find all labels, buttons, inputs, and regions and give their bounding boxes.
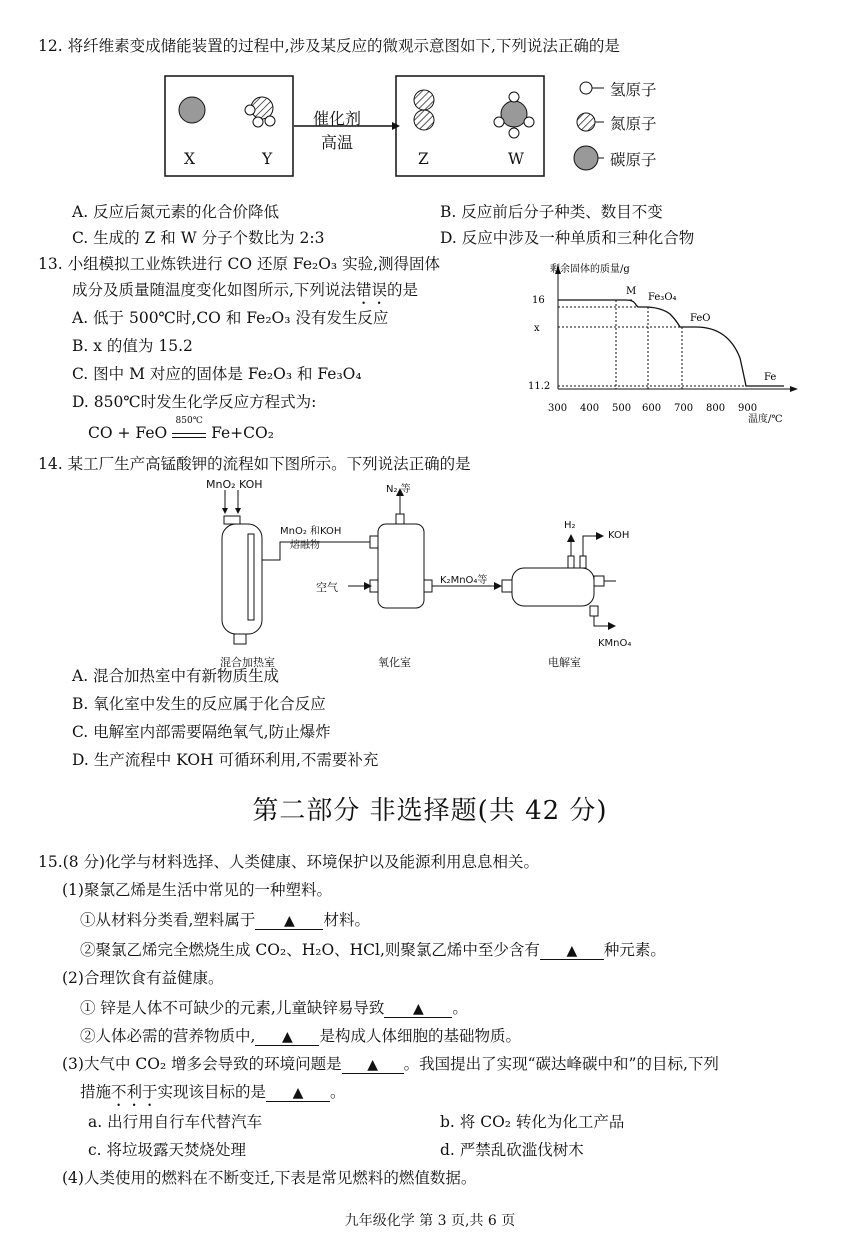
- electrolysis-vessel: [502, 556, 604, 616]
- answer-blank[interactable]: ▲: [540, 941, 604, 960]
- mass-curve: [558, 300, 784, 386]
- q14-air-label: 空气: [316, 581, 338, 594]
- q13-option-c: C. 图中 M 对应的固体是 Fe₂O₃ 和 Fe₃O₄: [72, 365, 362, 383]
- answer-blank[interactable]: ▲: [255, 1027, 319, 1046]
- q15-part3: (3)大气中 CO₂ 增多会导致的环境问题是 ▲ 。我国提出了实现“碳达峰碳中和”的目标,下列: [62, 1055, 719, 1073]
- q12-option-a: A. 反应后氮元素的化合价降低: [72, 203, 280, 221]
- q15-choice-c: c. 将垃圾露天焚烧处理: [88, 1141, 247, 1159]
- svg-text:800: 800: [706, 403, 726, 414]
- q13-option-b: B. x 的值为 15.2: [72, 337, 193, 355]
- q14-option-a: A. 混合加热室中有新物质生成: [72, 667, 280, 685]
- q14-room2-label: 氧化室: [378, 656, 411, 669]
- svg-text:600: 600: [642, 403, 662, 414]
- q13-option-d: D. 850℃时发生化学反应方程式为:: [72, 393, 317, 411]
- answer-blank[interactable]: ▲: [384, 999, 452, 1018]
- label-x: X: [184, 150, 196, 168]
- svg-text:300: 300: [548, 403, 568, 414]
- legend-hydrogen-label: 氢原子: [610, 81, 657, 99]
- q12-stem: 12. 将纤维素变成储能装置的过程中,涉及某反应的微观示意图如下,下列说法正确的是: [38, 37, 620, 55]
- q14-melt-label-top: MnO₂ 和KOH: [280, 526, 342, 537]
- answer-blank[interactable]: ▲: [255, 911, 323, 930]
- legend-nitrogen-label: 氮原子: [610, 115, 657, 133]
- arrow-high-temp: 高温: [321, 133, 354, 152]
- answer-blank[interactable]: ▲: [266, 1083, 330, 1102]
- y-molecule: [245, 97, 275, 127]
- q13-option-a: A. 低于 500℃时,CO 和 Fe₂O₃ 没有发生反应: [72, 309, 389, 327]
- q15-part1: (1)聚氯乙烯是生活中常见的一种塑料。: [62, 881, 332, 899]
- svg-text:500: 500: [612, 403, 632, 414]
- q12-option-c: C. 生成的 Z 和 W 分子个数比为 2:3: [72, 229, 325, 247]
- mixing-heating-vessel: [222, 490, 262, 644]
- q13-stem-line1: 13. 小组模拟工业炼铁进行 CO 还原 Fe₂O₃ 实验,测得固体: [38, 255, 440, 273]
- arrow-catalyst: 催化剂: [313, 109, 362, 128]
- q14-process-flow-diagram: [200, 476, 670, 656]
- q13-equation: CO + FeO 850℃ Fe+CO₂: [88, 416, 274, 442]
- q14-n2-label: N₂ 等: [386, 484, 411, 495]
- svg-text:900: 900: [738, 403, 758, 414]
- q15-choice-d: d. 严禁乱砍滥伐树木: [440, 1141, 584, 1159]
- chart-xlabel: 温度/℃: [748, 414, 783, 425]
- q14-h2-label: H₂: [564, 520, 576, 531]
- q15-part2b: ②人体必需的营养物质中, ▲ 是构成人体细胞的基础物质。: [80, 1027, 521, 1045]
- x-tick-labels: [548, 403, 757, 414]
- x-molecule: [179, 97, 205, 123]
- w-molecule: [494, 92, 534, 138]
- svg-text:400: 400: [580, 403, 600, 414]
- q14-room3-label: 电解室: [548, 656, 581, 669]
- legend-carbon-label: 碳原子: [610, 151, 657, 169]
- q15-part2: (2)合理饮食有益健康。: [62, 969, 224, 987]
- legend-carbon: [574, 146, 604, 170]
- z-molecule: [414, 90, 434, 130]
- svg-text:700: 700: [674, 403, 694, 414]
- q14-kmno4-label: KMnO₄: [598, 638, 632, 649]
- annotation-fe3o4: Fe₃O₄: [648, 292, 677, 303]
- q13-stem-line2: 成分及质量随温度变化如图所示,下列说法错误的是: [72, 281, 418, 299]
- q14-option-d: D. 生产流程中 KOH 可循环利用,不需要补充: [72, 751, 379, 769]
- annotation-fe: Fe: [764, 372, 777, 383]
- answer-blank[interactable]: ▲: [342, 1055, 404, 1074]
- q12-option-d: D. 反应中涉及一种单质和三种化合物: [440, 229, 695, 247]
- q14-melt-label-bottom: 熔融物: [290, 540, 320, 551]
- ytick-16: 16: [532, 295, 545, 306]
- label-w: W: [508, 150, 524, 168]
- q15-part2a: ① 锌是人体不可缺少的元素,儿童缺锌易导致 ▲ 。: [80, 999, 468, 1017]
- q15-part1a: ①从材料分类看,塑料属于 ▲ 材料。: [80, 911, 370, 929]
- label-y: Y: [262, 150, 273, 168]
- ytick-11-2: 11.2: [528, 381, 551, 392]
- section-title: 第二部分 非选择题(共 42 分): [252, 796, 608, 826]
- annotation-feo: FeO: [690, 313, 711, 324]
- q15-part1b: ②聚氯乙烯完全燃烧生成 CO₂、H₂O、HCl,则聚氯乙烯中至少含有 ▲ 种元素。: [80, 941, 666, 959]
- q13-mass-temperature-chart: [522, 258, 812, 428]
- annotation-m: M: [626, 286, 637, 297]
- chart-ylabel: 剩余固体的质量/g: [550, 264, 630, 275]
- legend-hydrogen: [580, 82, 604, 94]
- oxidation-vessel: [370, 488, 432, 608]
- label-z: Z: [418, 150, 429, 168]
- q15-choice-b: b. 将 CO₂ 转化为化工产品: [440, 1113, 625, 1131]
- q12-option-b: B. 反应前后分子种类、数目不变: [440, 203, 663, 221]
- q14-option-c: C. 电解室内部需要隔绝氧气,防止爆炸: [72, 723, 331, 741]
- q14-option-b: B. 氧化室中发生的反应属于化合反应: [72, 695, 326, 713]
- q15-part3b: 措施不利于实现该目标的是 ▲ 。: [80, 1083, 346, 1101]
- q14-koh-label: KOH: [608, 530, 630, 541]
- q14-inputs-label: MnO₂ KOH: [206, 478, 263, 491]
- ytick-x: x: [534, 323, 540, 334]
- q14-k2mno4-label: K₂MnO₄等: [440, 575, 488, 586]
- q15-choice-a: a. 出行用自行车代替汽车: [88, 1113, 263, 1131]
- legend-nitrogen: [577, 113, 604, 131]
- q14-stem: 14. 某工厂生产高锰酸钾的流程如下图所示。下列说法正确的是: [38, 455, 471, 473]
- q14-room1-label: 混合加热室: [220, 656, 275, 669]
- page-footer: 九年级化学 第 3 页,共 6 页: [344, 1213, 516, 1229]
- q15-part4: (4)人类使用的燃料在不断变迁,下表是常见燃料的燃值数据。: [62, 1169, 477, 1187]
- q15-stem: 15.(8 分)化学与材料选择、人类健康、环境保护以及能源利用息息相关。: [38, 853, 540, 871]
